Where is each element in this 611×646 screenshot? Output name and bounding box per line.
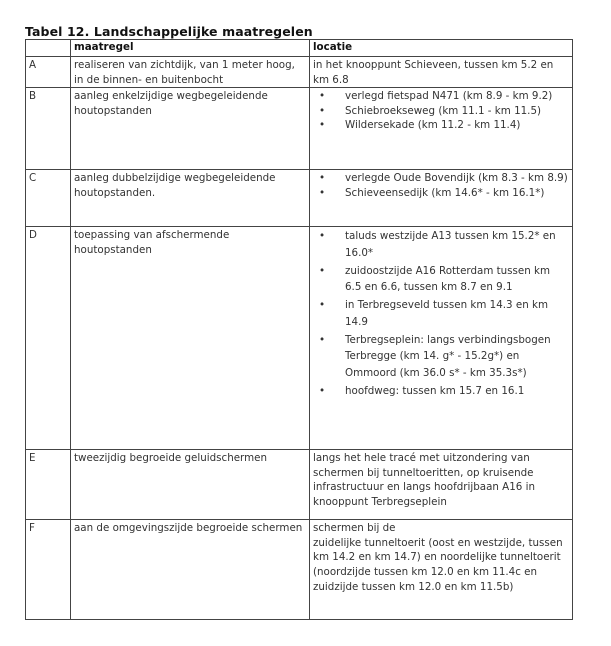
row-id: F [26, 520, 71, 620]
measures-table [25, 39, 573, 620]
bullet-icon: • [319, 119, 326, 132]
row-maatregel: toepassing van afschermende houtopstanden [71, 227, 310, 450]
location-text: taluds westzijde A13 tussen km 15.2* en 16.0* [345, 230, 556, 259]
table-title: Tabel 12. Landschappelijke maatregelen [25, 24, 313, 39]
location-item [313, 297, 569, 330]
bullet-icon: • [319, 104, 326, 117]
bullet-icon: • [319, 333, 326, 346]
header-maatregel: maatregel [71, 40, 310, 57]
table-row [26, 227, 573, 450]
location-item [313, 89, 569, 104]
header-id [26, 40, 71, 57]
location-line: zuidelijke tunneltoerit (oost en westzijde, tussen km 14.2 en km 14.7) en noordelijke tunneltoerit (noordzijde tussen km 12.0 en km 11.4c en zuidzijde tussen km 12.0 en km 11.5b) [313, 536, 563, 593]
location-text: Terbregseplein: langs verbindingsbogen Terbregge (km 14. g* - 15.2g*) en Ommoord (km 36.0 s* - km 35.3s*) [345, 333, 551, 379]
location-text: Schiebroekseweg (km 11.1 - km 11.5) [345, 104, 542, 117]
table-row [26, 450, 573, 520]
row-maatregel: tweezijdig begroeide geluidschermen [71, 450, 310, 520]
location-list [313, 89, 569, 133]
row-locatie: in het knooppunt Schieveen, tussen km 5.2 en km 6.8 [310, 57, 573, 88]
row-locatie [310, 227, 573, 450]
location-text: verlegde Oude Bovendijk (km 8.3 - km 8.9) [345, 172, 568, 185]
location-item [313, 118, 569, 133]
row-id: C [26, 170, 71, 227]
bullet-icon: • [319, 230, 326, 243]
table-header-row [26, 40, 573, 57]
row-id: D [26, 227, 71, 450]
table-row [26, 170, 573, 227]
bullet-icon: • [319, 186, 326, 199]
bullet-icon: • [319, 90, 326, 103]
row-maatregel: aan de omgevingszijde begroeide schermen [71, 520, 310, 620]
table-row [26, 520, 573, 620]
row-id: A [26, 57, 71, 88]
row-locatie: langs het hele tracé met uitzondering van schermen bij tunneltoeritten, op kruisende infrastructuur en langs hoofdrijbaan A16 in knooppunt Terbregseplein [310, 450, 573, 520]
location-item [313, 171, 569, 186]
table-row [26, 88, 573, 170]
location-text: zuidoostzijde A16 Rotterdam tussen km 6.5 en 6.6, tussen km 8.7 en 9.1 [345, 264, 551, 294]
location-text: in Terbregseveld tussen km 14.3 en km 14.9 [345, 299, 549, 328]
row-maatregel: realiseren van zichtdijk, van 1 meter hoog, in de binnen- en buitenbocht [71, 57, 310, 88]
row-maatregel: aanleg enkelzijdige wegbegeleidende houtopstanden [71, 88, 310, 170]
header-locatie: locatie [310, 40, 573, 57]
location-text: Schieveensedijk (km 14.6* - km 16.1*) [345, 186, 545, 199]
row-locatie [310, 88, 573, 170]
row-id: E [26, 450, 71, 520]
location-list [313, 171, 569, 200]
location-item [313, 228, 569, 261]
row-locatie [310, 520, 573, 620]
bullet-icon: • [319, 264, 326, 277]
row-locatie [310, 170, 573, 227]
location-list [313, 228, 569, 399]
bullet-icon: • [319, 299, 326, 312]
location-line: schermen bij de [313, 522, 396, 535]
location-item [313, 186, 569, 201]
row-id: B [26, 88, 71, 170]
table-row [26, 57, 573, 88]
bullet-icon: • [319, 384, 326, 397]
location-item [313, 263, 569, 296]
location-item [313, 332, 569, 382]
bullet-icon: • [319, 172, 326, 185]
location-item [313, 104, 569, 119]
location-text: verlegd fietspad N471 (km 8.9 - km 9.2) [345, 90, 553, 103]
row-maatregel: aanleg dubbelzijdige wegbegeleidende houtopstanden. [71, 170, 310, 227]
location-text: hoofdweg: tussen km 15.7 en 16.1 [345, 384, 525, 397]
location-text: Wildersekade (km 11.2 - km 11.4) [345, 119, 521, 132]
location-item [313, 383, 569, 400]
